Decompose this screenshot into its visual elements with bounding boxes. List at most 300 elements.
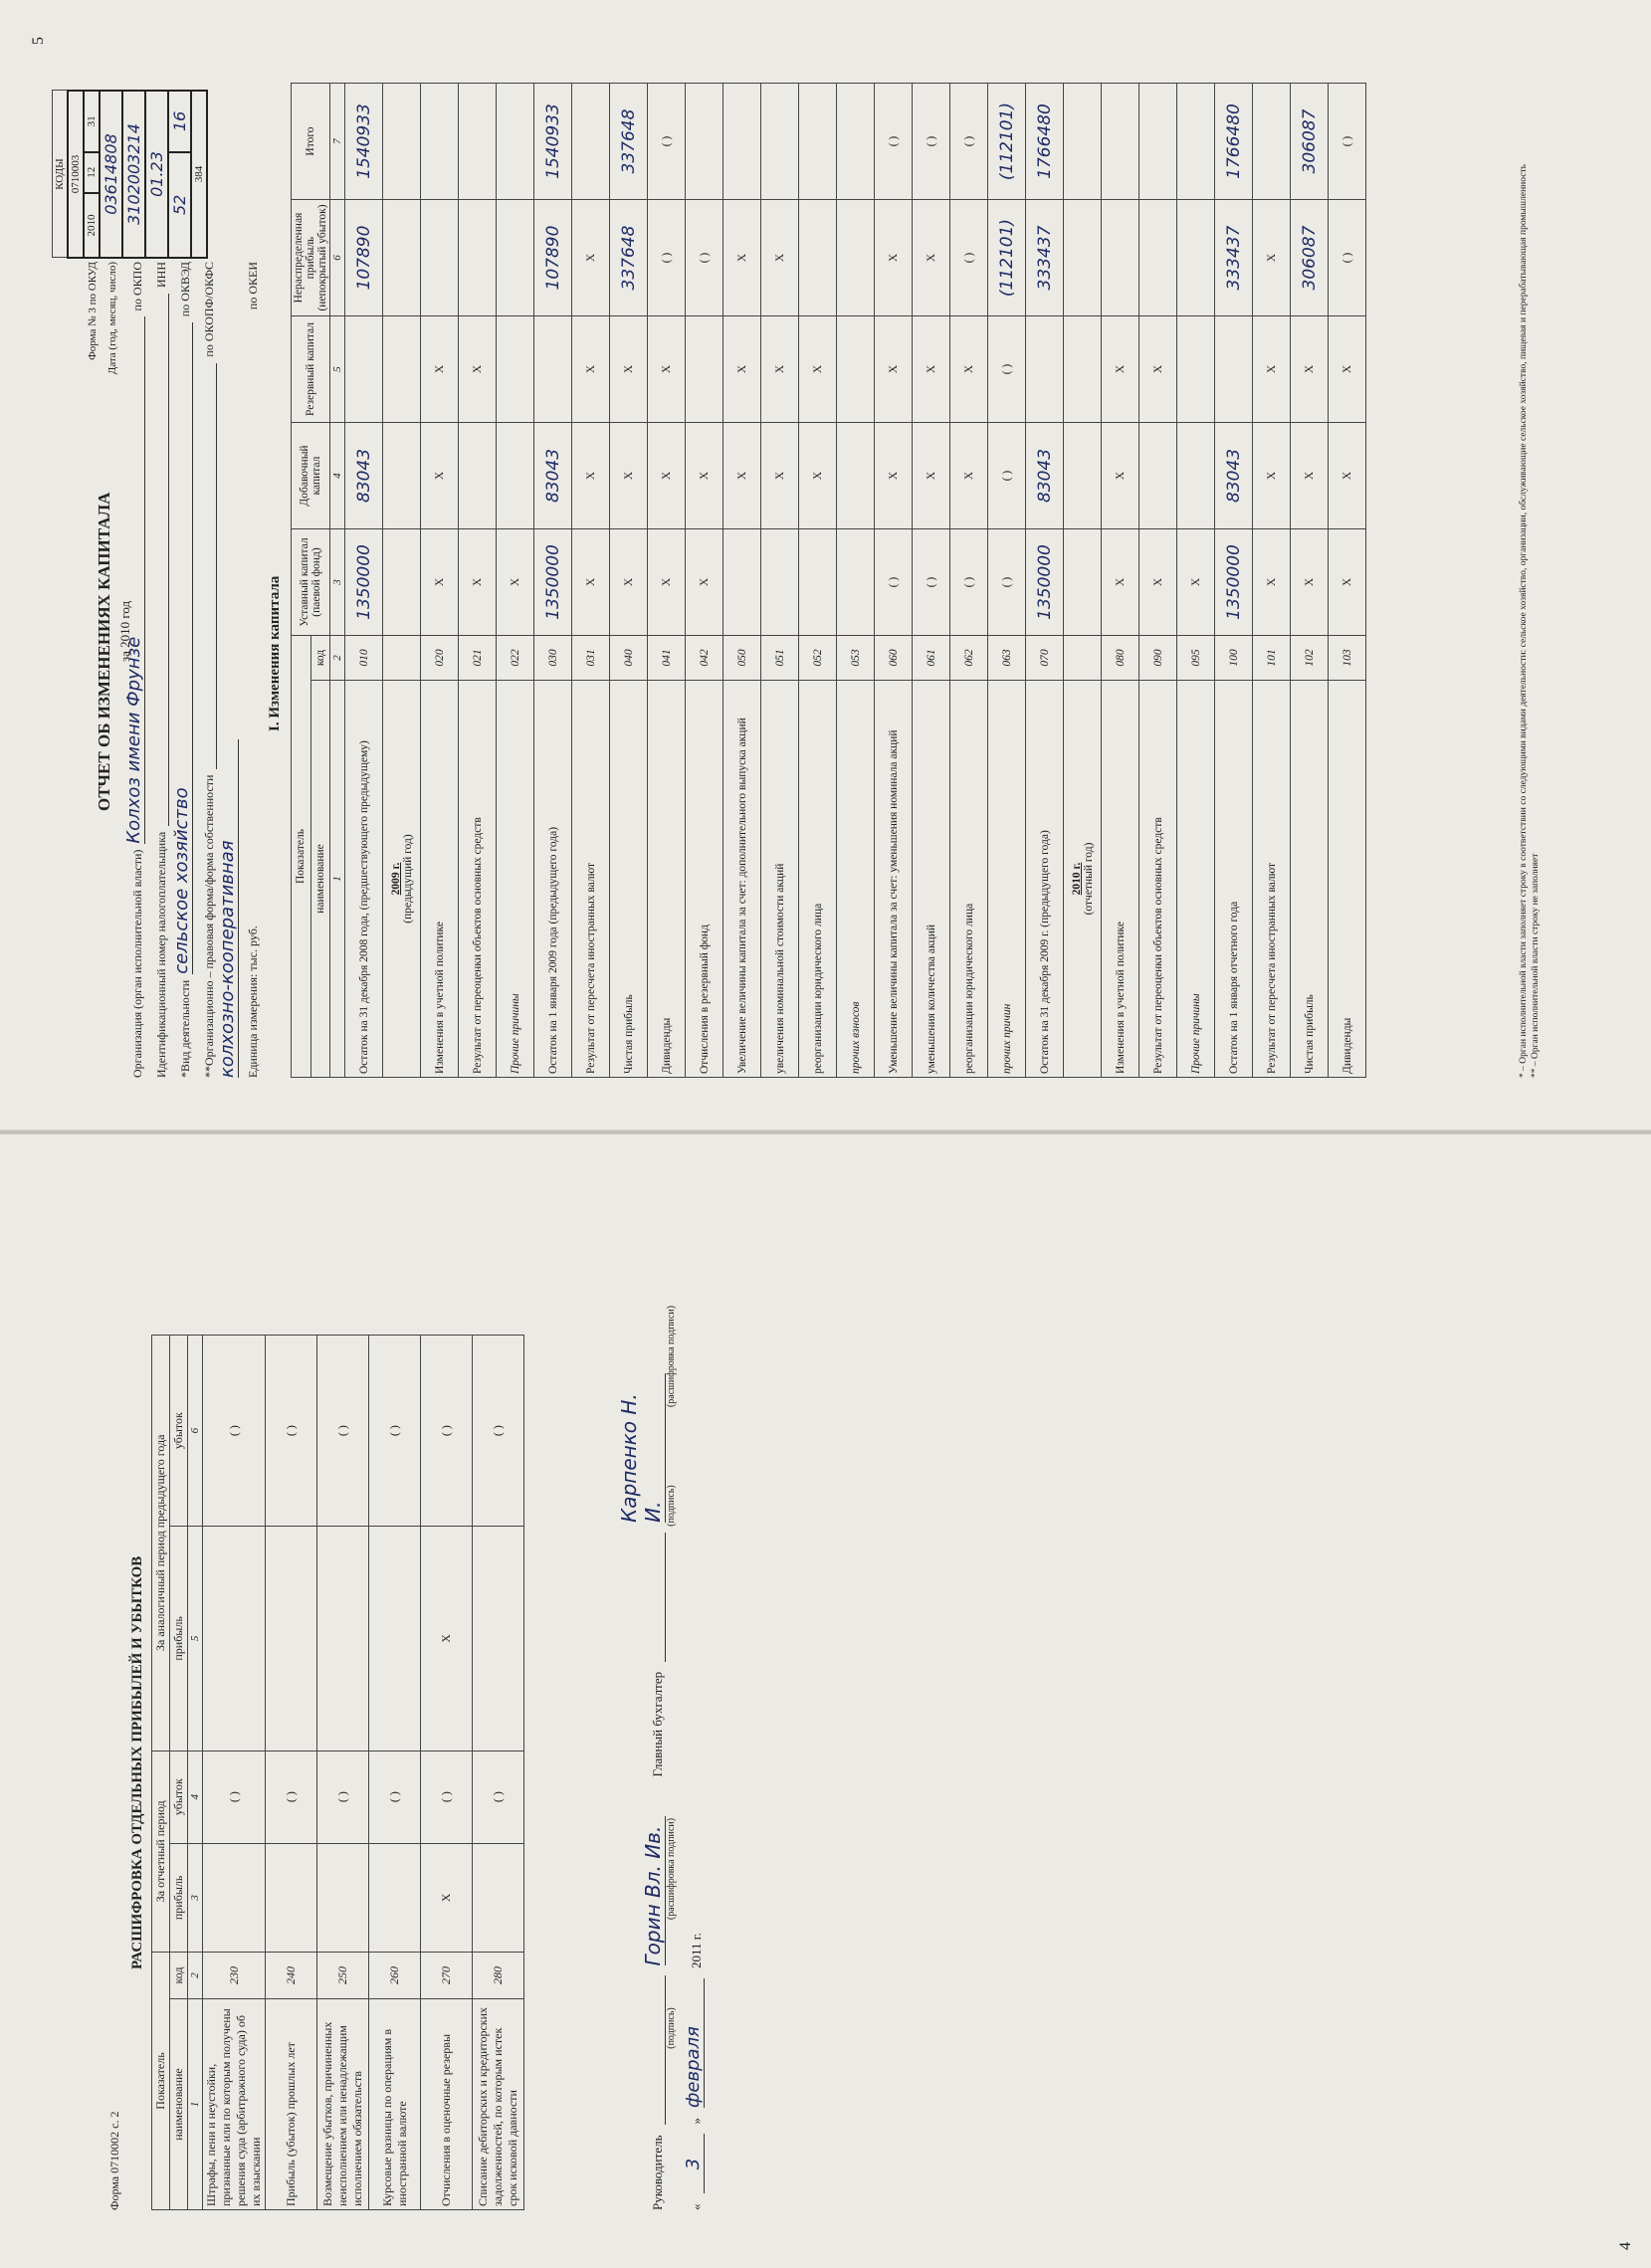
table-row <box>1064 84 1102 1078</box>
col-profit: прибыль <box>170 1843 188 1952</box>
col-retained: Нераспределенная прибыль (непокрытый убыток) <box>292 200 330 316</box>
cell-profit-prev <box>369 1527 421 1751</box>
cell-loss: ( ) <box>203 1751 266 1843</box>
table-row <box>837 84 875 1078</box>
cell-code: 040 <box>610 636 648 681</box>
cell-total <box>799 84 837 200</box>
table-row <box>266 1336 317 2210</box>
cell-code: 270 <box>421 1953 473 1999</box>
cell-charter: ( ) <box>875 529 913 636</box>
date-label: Дата (год, месяц, число) <box>105 262 118 375</box>
cell-retained: 107890 <box>534 200 572 316</box>
cell-code: 030 <box>534 636 572 681</box>
cell-name: Результат от пересчета иностранных валют <box>572 681 610 1078</box>
cell-additional <box>497 423 534 529</box>
cell-total: 1540933 <box>534 84 572 200</box>
cell-reserve: X <box>421 316 459 423</box>
cell-reserve <box>1064 316 1102 423</box>
col-num: 6 <box>188 1336 203 1527</box>
date-day-cell: 31 <box>84 91 100 152</box>
cell-profit <box>203 1843 266 1952</box>
activity-label: *Вид деятельности <box>178 979 192 1078</box>
cell-code: 260 <box>369 1953 421 1999</box>
org-label: Организация (орган исполнительной власти) <box>130 849 144 1078</box>
date-mid: » <box>689 2118 704 2125</box>
col-previous: За аналогичный период предыдущего года <box>152 1336 170 1752</box>
cell-code: 240 <box>266 1953 317 1999</box>
cell-retained <box>459 200 497 316</box>
cell-name: увеличения номинальной стоимости акций <box>761 681 799 1078</box>
cell-additional: X <box>950 423 988 529</box>
okud-value: 0710003 <box>68 91 84 258</box>
decode-caption: (расшифровка подписи) <box>666 1305 677 1408</box>
cell-code: 061 <box>913 636 950 681</box>
cell-code: 031 <box>572 636 610 681</box>
cell-code: 090 <box>1139 636 1177 681</box>
cell-name: Остаток на 31 декабря 2009 г. (предыдущего года) <box>1026 681 1064 1078</box>
col-reserve: Резервный капитал <box>292 316 330 423</box>
cell-retained: 333437 <box>1026 200 1064 316</box>
cell-additional: X <box>1329 423 1366 529</box>
cell-charter: 1350000 <box>1026 529 1064 636</box>
cell-name: Чистая прибыль <box>1291 681 1329 1078</box>
cell-code: 103 <box>1329 636 1366 681</box>
cell-additional: X <box>723 423 761 529</box>
cell-reserve <box>1026 316 1064 423</box>
cell-code: 080 <box>1102 636 1139 681</box>
cell-reserve: X <box>610 316 648 423</box>
cell-additional: X <box>1253 423 1291 529</box>
col-name: наименование <box>310 681 330 1078</box>
cell-loss: ( ) <box>369 1751 421 1843</box>
cell-total: 337648 <box>610 84 648 200</box>
cell-name <box>383 681 421 1078</box>
col-loss-prev: убыток <box>170 1336 188 1527</box>
codes-labels <box>84 262 122 493</box>
col-num: 6 <box>330 200 345 316</box>
col-code: код <box>310 636 330 681</box>
cell-reserve: X <box>572 316 610 423</box>
cell-code: 280 <box>473 1953 524 1999</box>
col-num: 2 <box>330 636 345 681</box>
okei-value: 384 <box>191 91 207 258</box>
sig-caption: (подпись) <box>666 2007 677 2049</box>
cell-name: Курсовые разницы по операциям в иностранной валюте <box>369 1999 421 2210</box>
table-row <box>534 84 572 1078</box>
cell-code: 062 <box>950 636 988 681</box>
col-indicator: Показатель <box>152 1953 170 2210</box>
cell-profit-prev <box>266 1527 317 1751</box>
page-number-left: 4 <box>1617 2242 1634 2250</box>
cell-code: 102 <box>1291 636 1329 681</box>
cell-reserve: X <box>950 316 988 423</box>
table-row <box>317 1336 369 2210</box>
cell-total: 1766480 <box>1026 84 1064 200</box>
cell-additional: X <box>686 423 723 529</box>
col-num: 4 <box>188 1751 203 1843</box>
col-total: Итого <box>292 84 330 200</box>
date-month-cell: 12 <box>84 152 100 193</box>
table-row <box>1329 84 1366 1078</box>
col-num: 7 <box>330 84 345 200</box>
col-num: 1 <box>330 681 345 1078</box>
chief-label: Главный бухгалтер <box>650 1671 665 1777</box>
table-row <box>799 84 837 1078</box>
cell-retained: ( ) <box>686 200 723 316</box>
cell-additional: X <box>421 423 459 529</box>
cell-total: 1766480 <box>1215 84 1253 200</box>
col-name: наименование <box>170 1999 188 2210</box>
cell-charter: X <box>572 529 610 636</box>
date-day: 3 <box>683 2135 705 2194</box>
section-title: I. Изменения капитала <box>267 575 283 731</box>
cell-additional: X <box>648 423 686 529</box>
table-row <box>369 1336 421 2210</box>
cell-total <box>723 84 761 200</box>
okei-label: по ОКЕИ <box>246 262 260 310</box>
cell-charter: ( ) <box>988 529 1026 636</box>
right-subtitle: за 2010 год <box>117 600 132 662</box>
head-name: Горин Вл. Ив. <box>641 1817 666 1966</box>
page-fold <box>0 1130 1651 1134</box>
cell-name: Отчисления в оценочные резервы <box>421 1999 473 2210</box>
cell-retained: X <box>761 200 799 316</box>
table-row <box>648 84 686 1078</box>
cell-profit-prev <box>203 1527 266 1751</box>
cell-code: 101 <box>1253 636 1291 681</box>
cell-charter <box>761 529 799 636</box>
right-title: ОТЧЕТ ОБ ИЗМЕНЕНИЯХ КАПИТАЛА <box>95 492 113 811</box>
cell-profit: X <box>421 1843 473 1952</box>
cell-additional: X <box>1291 423 1329 529</box>
page-number-right: 5 <box>30 37 47 45</box>
cell-total <box>459 84 497 200</box>
table-row <box>1291 84 1329 1078</box>
cell-total <box>761 84 799 200</box>
date-open: « <box>689 2203 704 2210</box>
cell-charter: X <box>1102 529 1139 636</box>
signature-block <box>617 1215 705 2210</box>
cell-additional: X <box>1102 423 1139 529</box>
cell-code: 070 <box>1026 636 1064 681</box>
cell-profit-prev <box>317 1527 369 1751</box>
cell-total: 1540933 <box>345 84 383 200</box>
head-label: Руководитель <box>650 2135 665 2210</box>
cell-profit-prev: X <box>421 1527 473 1751</box>
col-reporting: За отчетный период <box>152 1751 170 1952</box>
cell-loss-prev: ( ) <box>266 1336 317 1527</box>
cell-charter: ( ) <box>950 529 988 636</box>
cell-charter <box>723 529 761 636</box>
org-block <box>121 262 261 1078</box>
cell-reserve: X <box>1291 316 1329 423</box>
table-row <box>686 84 723 1078</box>
date-year: 2011 г. <box>689 1933 704 1968</box>
left-title: РАСШИФРОВКА ОТДЕЛЬНЫХ ПРИБЫЛЕЙ И УБЫТКОВ <box>129 1555 145 1969</box>
cell-profit <box>266 1843 317 1952</box>
col-num: 5 <box>188 1527 203 1751</box>
cell-retained: X <box>723 200 761 316</box>
cell-charter <box>383 529 421 636</box>
cell-total: (112101) <box>988 84 1026 200</box>
cell-code: 021 <box>459 636 497 681</box>
cell-reserve <box>1177 316 1215 423</box>
cell-loss: ( ) <box>266 1751 317 1843</box>
cell-additional <box>459 423 497 529</box>
cell-total: ( ) <box>950 84 988 200</box>
cell-additional: 83043 <box>1215 423 1253 529</box>
cell-charter: X <box>459 529 497 636</box>
cell-reserve: X <box>913 316 950 423</box>
cell-retained: X <box>1253 200 1291 316</box>
table-row <box>1177 84 1215 1078</box>
cell-retained: ( ) <box>950 200 988 316</box>
unit-label: Единица измерения: тыс. руб. <box>246 926 260 1078</box>
year-heading: 2009 г. <box>389 862 402 896</box>
year-heading: 2010 г. <box>1070 862 1083 896</box>
footnote-2: ** – Орган исполнительной власти строку не заполняет <box>1531 853 1541 1078</box>
cell-loss-prev: ( ) <box>369 1336 421 1527</box>
cell-name: Дивиденды <box>1329 681 1366 1078</box>
cell-name: реорганизации юридического лица <box>950 681 988 1078</box>
col-num: 3 <box>330 529 345 636</box>
year-subheading: (предыдущий год) <box>401 834 414 924</box>
inn-suffix: ИНН <box>154 262 168 288</box>
cell-additional: X <box>761 423 799 529</box>
cell-retained: X <box>572 200 610 316</box>
col-loss: убыток <box>170 1751 188 1843</box>
cell-code: 053 <box>837 636 875 681</box>
cell-reserve: X <box>648 316 686 423</box>
cell-charter: ( ) <box>913 529 950 636</box>
cell-reserve: ( ) <box>988 316 1026 423</box>
cell-reserve <box>534 316 572 423</box>
org-value: Колхоз имени Фрунзе <box>123 316 145 843</box>
cell-name: Дивиденды <box>648 681 686 1078</box>
table-row <box>950 84 988 1078</box>
right-page <box>0 0 1651 1130</box>
table-row <box>1102 84 1139 1078</box>
cell-code <box>383 636 421 681</box>
cell-charter: X <box>1139 529 1177 636</box>
cell-retained: ( ) <box>648 200 686 316</box>
date-year-cell: 2010 <box>84 193 100 258</box>
cell-additional: X <box>913 423 950 529</box>
cell-name: Остаток на 1 января отчетного года <box>1215 681 1253 1078</box>
cell-total: ( ) <box>875 84 913 200</box>
cell-loss: ( ) <box>473 1751 524 1843</box>
cell-profit-prev <box>473 1527 524 1751</box>
legal-line <box>216 363 217 769</box>
cell-total: ( ) <box>1329 84 1366 200</box>
cell-retained <box>1139 200 1177 316</box>
cell-total: ( ) <box>648 84 686 200</box>
cell-additional: X <box>799 423 837 529</box>
cell-retained: 306087 <box>1291 200 1329 316</box>
legal-value: колхозно-кооперативная <box>217 739 239 1078</box>
cell-code: 095 <box>1177 636 1215 681</box>
cell-loss: ( ) <box>317 1751 369 1843</box>
cell-retained <box>383 200 421 316</box>
col-indicator: Показатель <box>292 636 311 1078</box>
cell-code: 010 <box>345 636 383 681</box>
cell-profit <box>317 1843 369 1952</box>
table-row <box>988 84 1026 1078</box>
cell-reserve: X <box>799 316 837 423</box>
cell-charter <box>1064 529 1102 636</box>
cell-reserve: X <box>1253 316 1291 423</box>
cell-reserve: X <box>459 316 497 423</box>
cell-retained <box>837 200 875 316</box>
cell-charter: X <box>610 529 648 636</box>
cell-additional: X <box>610 423 648 529</box>
cell-retained <box>1064 200 1102 316</box>
cell-total <box>1102 84 1139 200</box>
cell-retained: X <box>875 200 913 316</box>
col-profit-prev: прибыль <box>170 1527 188 1751</box>
cell-name: Результат от переоценки объектов основных средств <box>459 681 497 1078</box>
cell-loss-prev: ( ) <box>317 1336 369 1527</box>
col-num: 5 <box>330 316 345 423</box>
table-row <box>345 84 383 1078</box>
col-code: код <box>170 1953 188 1999</box>
cell-profit <box>369 1843 421 1952</box>
cell-name: Остаток на 1 января 2009 года (предыдущего года) <box>534 681 572 1078</box>
cell-total: 306087 <box>1291 84 1329 200</box>
date-month: февраля <box>683 1978 705 2108</box>
cell-total <box>1253 84 1291 200</box>
cell-code: 051 <box>761 636 799 681</box>
table-row <box>421 84 459 1078</box>
legal-label: **Организационно – правовая форма/форма собственности <box>202 774 216 1078</box>
cell-name: Уменьшение величины капитала за счет: уменьшения номинала акций <box>875 681 913 1078</box>
cell-retained: (112101) <box>988 200 1026 316</box>
cell-name: уменьшения количества акций <box>913 681 950 1078</box>
cell-code: 100 <box>1215 636 1253 681</box>
footnote-1: * – Орган исполнительной власти заполняет строку в соответствии со следующими видами деятельности: сельское хозяйство, организации, обслуживающие сельское хозяйство, пищевая и перерабатывающая промышленность <box>1519 164 1529 1078</box>
cell-code: 020 <box>421 636 459 681</box>
cell-code: 050 <box>723 636 761 681</box>
table-row <box>610 84 648 1078</box>
table-row <box>383 84 421 1078</box>
cell-charter <box>799 529 837 636</box>
cell-total <box>686 84 723 200</box>
table-row <box>723 84 761 1078</box>
cell-total <box>497 84 534 200</box>
cell-retained <box>1102 200 1139 316</box>
cell-reserve: X <box>1102 316 1139 423</box>
cell-name: Штрафы, пени и неустойки, признанные или по которым получены решения суда (арбитражного суда) об их взыскании <box>203 1999 266 2210</box>
cell-name: прочих причин <box>988 681 1026 1078</box>
codes-header: КОДЫ <box>53 91 69 258</box>
cell-reserve: X <box>1139 316 1177 423</box>
cell-charter: 1350000 <box>534 529 572 636</box>
okopf-value: 52 <box>168 152 191 258</box>
cell-retained <box>421 200 459 316</box>
table-row <box>473 1336 524 2210</box>
table-row <box>572 84 610 1078</box>
capital-changes-table <box>291 83 1366 1078</box>
cell-reserve <box>1215 316 1253 423</box>
cell-total <box>837 84 875 200</box>
cell-reserve <box>383 316 421 423</box>
cell-profit <box>473 1843 524 1952</box>
cell-retained <box>497 200 534 316</box>
cell-total: ( ) <box>913 84 950 200</box>
okved-value: 01.23 <box>145 91 168 258</box>
table-row <box>203 1336 266 2210</box>
cell-code: 060 <box>875 636 913 681</box>
cell-name: Изменения в учетной политике <box>1102 681 1139 1078</box>
cell-charter: 1350000 <box>345 529 383 636</box>
okfs-value: 16 <box>168 91 191 152</box>
cell-code: 042 <box>686 636 723 681</box>
cell-total <box>1139 84 1177 200</box>
form-ref: Форма 0710002 с. 2 <box>107 2111 121 2210</box>
cell-name: Списание дебиторских и кредиторских задолженностей, по которым истек срок исковой давности <box>473 1999 524 2210</box>
cell-additional <box>1064 423 1102 529</box>
col-num: 4 <box>330 423 345 529</box>
cell-loss-prev: ( ) <box>421 1336 473 1527</box>
cell-charter: X <box>1253 529 1291 636</box>
cell-retained <box>799 200 837 316</box>
cell-reserve <box>686 316 723 423</box>
cell-additional: 83043 <box>345 423 383 529</box>
cell-additional: 83043 <box>534 423 572 529</box>
cell-name: Чистая прибыль <box>610 681 648 1078</box>
inn-value: 3102003214 <box>122 91 145 258</box>
table-row <box>497 84 534 1078</box>
cell-additional: 83043 <box>1026 423 1064 529</box>
cell-total <box>383 84 421 200</box>
cell-charter: 1350000 <box>1215 529 1253 636</box>
cell-charter: X <box>1291 529 1329 636</box>
cell-code: 250 <box>317 1953 369 1999</box>
table-row <box>421 1336 473 2210</box>
cell-name: Прибыль (убыток) прошлых лет <box>266 1999 317 2210</box>
cell-name: прочих взносов <box>837 681 875 1078</box>
cell-charter <box>837 529 875 636</box>
cell-additional <box>383 423 421 529</box>
footnotes <box>1518 83 1542 1078</box>
cell-additional <box>837 423 875 529</box>
cell-retained: ( ) <box>1329 200 1366 316</box>
cell-total <box>421 84 459 200</box>
cell-total <box>1064 84 1102 200</box>
cell-code: 052 <box>799 636 837 681</box>
cell-code: 041 <box>648 636 686 681</box>
cell-reserve: X <box>875 316 913 423</box>
chief-name: Карпенко Н. И. <box>617 1373 666 1523</box>
cell-name: Остаток на 31 декабря 2008 года, (предшествующего предыдущему) <box>345 681 383 1078</box>
cell-reserve: X <box>761 316 799 423</box>
cell-name: Прочие причины <box>1177 681 1215 1078</box>
cell-total <box>572 84 610 200</box>
cell-additional <box>1177 423 1215 529</box>
cell-reserve: X <box>1329 316 1366 423</box>
col-charter: Уставный капитал (паевой фонд) <box>292 529 330 636</box>
cell-additional <box>1139 423 1177 529</box>
cell-charter: X <box>1329 529 1366 636</box>
cell-code: 022 <box>497 636 534 681</box>
profit-loss-table <box>151 1335 524 2210</box>
year-subheading: (отчетный год) <box>1082 842 1095 916</box>
cell-name: Результат от пересчета иностранных валют <box>1253 681 1291 1078</box>
cell-retained: 107890 <box>345 200 383 316</box>
cell-retained: 337648 <box>610 200 648 316</box>
cell-charter: X <box>686 529 723 636</box>
cell-code: 230 <box>203 1953 266 1999</box>
